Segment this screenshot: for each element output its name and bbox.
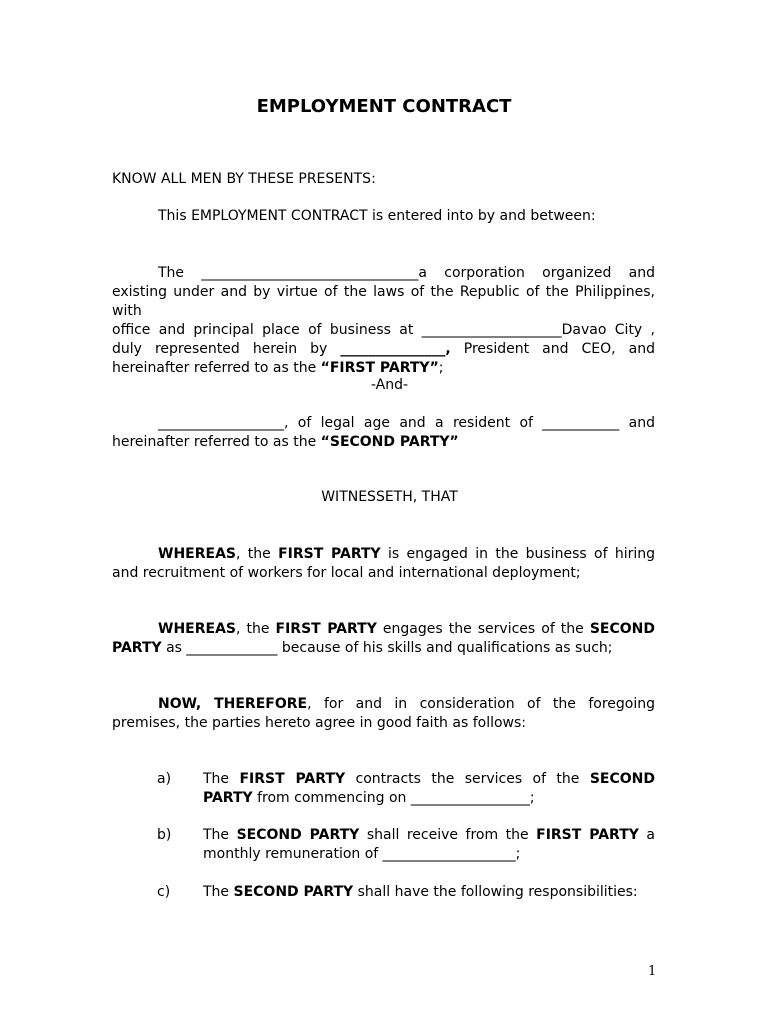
know-all-colon: :: [371, 171, 376, 187]
item-b-t1: The: [203, 827, 237, 843]
item-a-t3: from commencing on _________________;: [252, 790, 535, 806]
item-b-t2: shall receive from the: [359, 827, 537, 843]
whereas1-t2: is engaged in the business of hiring and recruitment of workers for local and international deployment;: [112, 546, 656, 581]
page-number: 1: [648, 964, 657, 979]
whereas2-first-party: FIRST PARTY: [275, 621, 377, 637]
know-all-heading: [112, 170, 655, 189]
first-party-line-1: The _______________________________a corporation organized and: [158, 265, 655, 281]
line-2-pre: hereinafter referred to as the: [112, 434, 321, 450]
whereas2-t3: as _____________ because of his skills and qualifications as such;: [161, 640, 613, 656]
now-therefore-text: , for and in consideration of the foregoing premises, the parties hereto agree in good faith as follows:: [112, 696, 655, 731]
intro-text-post: is entered into by and between:: [367, 208, 596, 224]
whereas-label-2: WHEREAS: [158, 621, 236, 637]
document-title: EMPLOYMENT CONTRACT: [256, 96, 512, 117]
know-all-text: KNOW ALL MEN BY THESE PRESENTS: [112, 171, 372, 187]
first-party-paragraph: [112, 264, 655, 378]
item-b-t3: a monthly remuneration of ___________________;: [203, 827, 655, 862]
intro-paragraph: [112, 207, 655, 226]
whereas1-first-party: FIRST PARTY: [278, 546, 381, 562]
second-party-label: “SECOND PARTY”: [320, 434, 459, 450]
line-5-pre: hereinafter referred to as the: [112, 360, 321, 376]
whereas2-t1: , the: [235, 621, 276, 637]
item-a-t1: The: [203, 771, 240, 787]
whereas1-t1: , the: [235, 546, 279, 562]
line-5-post: ;: [438, 360, 444, 376]
first-party-line-3: office and principal place of business at ____________________Davao City ,: [112, 322, 655, 338]
list-item-letter: b): [157, 827, 172, 843]
list-item-text: [203, 770, 655, 808]
whereas-label-1: WHEREAS: [158, 546, 236, 562]
second-party-paragraph: [112, 414, 655, 452]
whereas-paragraph-2: [112, 620, 655, 658]
item-b-b1: SECOND PARTY: [236, 827, 360, 843]
now-therefore-label: NOW, THEREFORE: [158, 696, 308, 712]
whereas2-t2: engages the services of the: [376, 621, 590, 637]
now-therefore-paragraph: [112, 695, 655, 733]
item-b-b2: FIRST PARTY: [536, 827, 639, 843]
list-item-letter: c): [157, 884, 171, 900]
intro-text-pre: This: [158, 208, 192, 224]
item-a-t2: contracts the services of the: [345, 771, 590, 787]
list-item: [157, 826, 655, 864]
first-party-label: “FIRST PARTY”: [320, 360, 439, 376]
witnesseth-heading: WITNESSETH, THAT: [321, 489, 458, 505]
whereas-paragraph-1: [112, 545, 655, 583]
item-a-b1: FIRST PARTY: [239, 771, 346, 787]
second-party-line-1: __________________, of legal age and a resident of ___________ and: [158, 415, 655, 431]
representative-blank: _______________,: [340, 341, 451, 357]
line-4-post: President and CEO, and: [450, 341, 656, 357]
list-item-letter: a): [157, 771, 172, 787]
line-4-pre: duly represented herein by: [112, 341, 341, 357]
item-c-b1: SECOND PARTY: [233, 884, 354, 900]
list-item-text: [203, 883, 655, 902]
and-separator: -And-: [370, 377, 409, 393]
item-c-t2: shall have the following responsibilities:: [353, 884, 638, 900]
list-item: [157, 883, 655, 902]
item-c-t1: The: [203, 884, 234, 900]
intro-text-bold: EMPLOYMENT CONTRACT: [191, 208, 368, 224]
whereas2-second-party: SECOND PARTY: [112, 621, 656, 656]
second-party-line-2: [112, 433, 655, 452]
first-party-line-2: existing under and by virtue of the laws of the Republic of the Philippines, with: [112, 284, 655, 319]
first-party-line-4: [112, 340, 655, 359]
item-a-b2: SECOND PARTY: [203, 771, 655, 806]
list-item: [157, 770, 655, 808]
list-item-text: [203, 826, 655, 864]
